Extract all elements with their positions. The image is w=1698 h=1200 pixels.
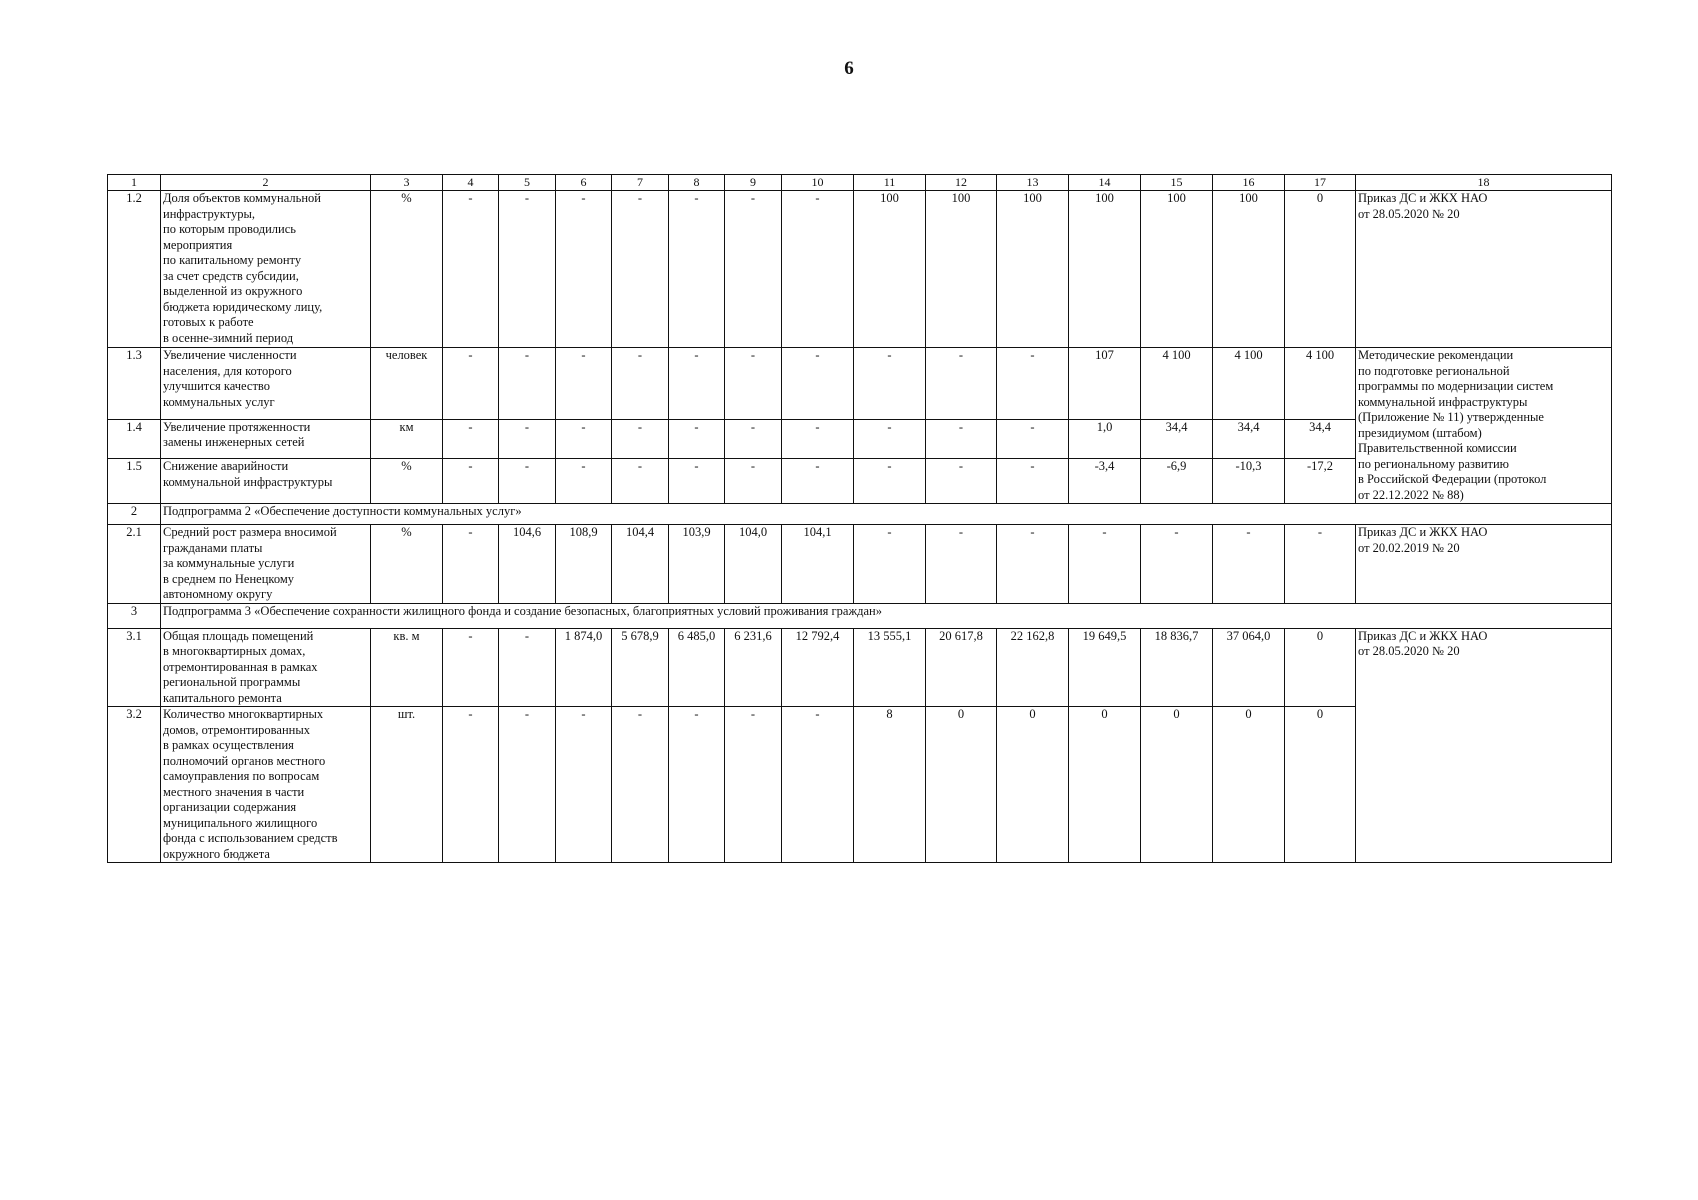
row-number: 1.4 (108, 419, 161, 459)
unit-cell: шт. (371, 707, 443, 863)
value-cell: 13 555,1 (854, 628, 926, 707)
value-cell: - (669, 459, 725, 504)
value-cell: - (556, 707, 612, 863)
value-cell: 104,4 (612, 525, 669, 604)
indicator-name-line: по которым проводились (163, 222, 296, 236)
indicator-name (161, 348, 371, 420)
header-cell: 12 (926, 175, 997, 191)
value-cell: 37 064,0 (1213, 628, 1285, 707)
subprogram-title: Подпрограмма 3 «Обеспечение сохранности жилищного фонда и создание безопасных, благоприятных условий проживания граждан» (161, 603, 1612, 628)
basis-document-line: Приказ ДС и ЖКХ НАО (1358, 628, 1488, 643)
header-cell: 10 (782, 175, 854, 191)
indicator-name-line: по капитальному ремонту (163, 253, 302, 267)
value-cell: 4 100 (1213, 348, 1285, 420)
indicator-name-line: выделенной из окружного (163, 284, 303, 298)
value-cell: 6 231,6 (725, 628, 782, 707)
header-cell: 5 (499, 175, 556, 191)
indicator-name-line: организации содержания (163, 800, 297, 814)
indicator-name-line: в рамках осуществления (163, 738, 294, 752)
value-cell: - (997, 348, 1069, 420)
unit-cell: % (371, 525, 443, 604)
basis-document (1356, 348, 1612, 504)
indicator-name-line: улучшится качество (163, 379, 270, 393)
unit-cell: км (371, 419, 443, 459)
indicators-table (107, 174, 1612, 863)
value-cell: - (556, 459, 612, 504)
value-cell: 12 792,4 (782, 628, 854, 707)
value-cell: - (612, 348, 669, 420)
indicator-name-line: региональной программы (163, 675, 301, 689)
basis-document-line: президиумом (штабом) (1358, 425, 1482, 440)
value-cell: 19 649,5 (1069, 628, 1141, 707)
row-number: 2.1 (108, 525, 161, 604)
basis-document-line: коммунальной инфраструктуры (1358, 394, 1528, 409)
value-cell: 100 (1141, 191, 1213, 348)
header-cell: 17 (1285, 175, 1356, 191)
value-cell: 104,6 (499, 525, 556, 604)
value-cell: 100 (1069, 191, 1141, 348)
value-cell: - (556, 191, 612, 348)
subprogram-title: Подпрограмма 2 «Обеспечение доступности коммунальных услуг» (161, 504, 1612, 525)
value-cell: 0 (1285, 628, 1356, 707)
header-cell: 13 (997, 175, 1069, 191)
basis-document-line: программы по модернизации систем (1358, 379, 1554, 393)
value-cell: - (669, 707, 725, 863)
value-cell: - (854, 419, 926, 459)
value-cell: -6,9 (1141, 459, 1213, 504)
value-cell: 6 485,0 (669, 628, 725, 707)
table-row (108, 525, 1612, 604)
basis-document (1356, 628, 1612, 863)
value-cell: 100 (1213, 191, 1285, 348)
basis-document-line: по региональному развитию (1358, 456, 1510, 471)
unit-cell: % (371, 191, 443, 348)
value-cell: - (725, 459, 782, 504)
value-cell: - (612, 191, 669, 348)
value-cell: 34,4 (1213, 419, 1285, 459)
value-cell: 108,9 (556, 525, 612, 604)
value-cell: 18 836,7 (1141, 628, 1213, 707)
header-cell: 1 (108, 175, 161, 191)
value-cell: 0 (1213, 707, 1285, 863)
indicator-name-line: Количество многоквартирных (163, 707, 324, 721)
indicator-name (161, 191, 371, 348)
table-body (108, 175, 1612, 863)
unit-cell: кв. м (371, 628, 443, 707)
value-cell: 103,9 (669, 525, 725, 604)
unit-cell: человек (371, 348, 443, 420)
indicator-name-line: инфраструктуры, (163, 206, 256, 221)
value-cell: - (443, 707, 499, 863)
value-cell: - (725, 348, 782, 420)
value-cell: -17,2 (1285, 459, 1356, 504)
value-cell: - (725, 707, 782, 863)
indicator-name-line: мероприятия (163, 237, 233, 252)
subprogram-row (108, 504, 1612, 525)
basis-document (1356, 525, 1612, 604)
value-cell: - (997, 419, 1069, 459)
row-number: 2 (108, 504, 161, 525)
value-cell: - (443, 348, 499, 420)
value-cell: 104,0 (725, 525, 782, 604)
value-cell: 0 (1069, 707, 1141, 863)
table-row (108, 191, 1612, 348)
indicator-name-line: отремонтированная в рамках (163, 659, 318, 674)
value-cell: - (1069, 525, 1141, 604)
indicator-name-line: Увеличение численности (163, 348, 297, 362)
indicator-name-line: бюджета юридическому лицу, (163, 299, 323, 314)
value-cell: - (782, 348, 854, 420)
value-cell: - (443, 419, 499, 459)
indicator-name-line: в многоквартирных домах, (163, 644, 306, 658)
header-cell: 3 (371, 175, 443, 191)
value-cell: 0 (926, 707, 997, 863)
table-row (108, 628, 1612, 707)
value-cell: - (499, 191, 556, 348)
value-cell: - (443, 628, 499, 707)
indicator-name-line: Увеличение протяженности (163, 419, 311, 434)
indicator-name-line: за коммунальные услуги (163, 556, 295, 570)
value-cell: 34,4 (1285, 419, 1356, 459)
indicator-name-line: местного значения в части (163, 784, 305, 799)
value-cell: 20 617,8 (926, 628, 997, 707)
header-cell: 11 (854, 175, 926, 191)
indicator-name-line: Доля объектов коммунальной (163, 191, 321, 205)
basis-document-line: от 22.12.2022 № 88) (1358, 487, 1464, 502)
indicator-name-line: в осенне-зимний период (163, 330, 294, 345)
value-cell: - (669, 419, 725, 459)
value-cell: - (556, 419, 612, 459)
header-cell: 18 (1356, 175, 1612, 191)
value-cell: - (669, 191, 725, 348)
header-cell: 4 (443, 175, 499, 191)
row-number: 3.2 (108, 707, 161, 863)
value-cell: 4 100 (1141, 348, 1213, 420)
value-cell: - (499, 419, 556, 459)
value-cell: - (556, 348, 612, 420)
row-number: 1.5 (108, 459, 161, 504)
value-cell: - (854, 348, 926, 420)
value-cell: - (1285, 525, 1356, 604)
value-cell: 104,1 (782, 525, 854, 604)
basis-document-line: по подготовке региональной (1358, 363, 1510, 378)
value-cell: - (499, 628, 556, 707)
indicator-name (161, 525, 371, 604)
indicator-name-line: полномочий органов местного (163, 753, 326, 768)
value-cell: 100 (926, 191, 997, 348)
basis-document-line: Приказ ДС и ЖКХ НАО (1358, 525, 1488, 539)
value-cell: - (443, 191, 499, 348)
indicator-name (161, 419, 371, 459)
indicator-name-line: муниципального жилищного (163, 815, 318, 830)
table-row (108, 348, 1612, 420)
value-cell: - (612, 707, 669, 863)
value-cell: 100 (854, 191, 926, 348)
basis-document-line: от 20.02.2019 № 20 (1358, 540, 1460, 555)
unit-cell: % (371, 459, 443, 504)
indicator-name (161, 707, 371, 863)
value-cell: - (725, 419, 782, 459)
value-cell: -10,3 (1213, 459, 1285, 504)
indicator-name-line: готовых к работе (163, 315, 254, 329)
indicator-name-line: в среднем по Ненецкому (163, 571, 295, 586)
basis-document-line: в Российской Федерации (протокол (1358, 472, 1547, 486)
basis-document-line: (Приложение № 11) утвержденные (1358, 410, 1544, 424)
row-number: 3.1 (108, 628, 161, 707)
value-cell: - (782, 707, 854, 863)
header-cell: 6 (556, 175, 612, 191)
value-cell: - (926, 459, 997, 504)
basis-document-line: Приказ ДС и ЖКХ НАО (1358, 191, 1488, 205)
header-cell: 8 (669, 175, 725, 191)
indicator-name-line: коммунальных услуг (163, 394, 275, 409)
value-cell: - (725, 191, 782, 348)
indicator-name-line: домов, отремонтированных (163, 722, 310, 737)
indicator-name-line: гражданами платы (163, 540, 263, 555)
value-cell: 0 (1285, 191, 1356, 348)
indicator-name-line: коммунальной инфраструктуры (163, 474, 333, 489)
indicator-name (161, 459, 371, 504)
value-cell: 100 (997, 191, 1069, 348)
header-row (108, 175, 1612, 191)
header-cell: 15 (1141, 175, 1213, 191)
value-cell: 0 (997, 707, 1069, 863)
header-cell: 14 (1069, 175, 1141, 191)
value-cell: - (443, 525, 499, 604)
indicator-name (161, 628, 371, 707)
indicator-name-line: замены инженерных сетей (163, 435, 305, 450)
basis-document-line: от 28.05.2020 № 20 (1358, 644, 1460, 658)
value-cell: - (926, 348, 997, 420)
value-cell: - (854, 459, 926, 504)
value-cell: 8 (854, 707, 926, 863)
indicator-name-line: населения, для которого (163, 363, 292, 378)
value-cell: 34,4 (1141, 419, 1213, 459)
page-number: 6 (844, 58, 854, 79)
value-cell: 22 162,8 (997, 628, 1069, 707)
value-cell: - (443, 459, 499, 504)
value-cell: - (612, 419, 669, 459)
value-cell: 107 (1069, 348, 1141, 420)
indicator-name-line: фонда с использованием средств (163, 831, 338, 845)
value-cell: - (926, 419, 997, 459)
indicator-name-line: окружного бюджета (163, 846, 270, 861)
value-cell: - (499, 348, 556, 420)
basis-document-line: от 28.05.2020 № 20 (1358, 206, 1460, 221)
value-cell: - (782, 459, 854, 504)
value-cell: - (1213, 525, 1285, 604)
value-cell: 0 (1285, 707, 1356, 863)
indicator-name-line: самоуправления по вопросам (163, 769, 320, 783)
basis-document (1356, 191, 1612, 348)
row-number: 3 (108, 603, 161, 628)
value-cell: 4 100 (1285, 348, 1356, 420)
indicator-name-line: Общая площадь помещений (163, 628, 314, 643)
header-cell: 9 (725, 175, 782, 191)
value-cell: -3,4 (1069, 459, 1141, 504)
value-cell: - (997, 459, 1069, 504)
indicator-name-line: Средний рост размера вносимой (163, 525, 337, 539)
row-number: 1.3 (108, 348, 161, 420)
value-cell: - (997, 525, 1069, 604)
value-cell: 5 678,9 (612, 628, 669, 707)
indicator-name-line: автономному округу (163, 587, 273, 601)
value-cell: - (499, 707, 556, 863)
row-number: 1.2 (108, 191, 161, 348)
indicator-name-line: капитального ремонта (163, 690, 282, 705)
value-cell: - (499, 459, 556, 504)
value-cell: - (926, 525, 997, 604)
basis-document-line: Правительственной комиссии (1358, 441, 1517, 455)
indicator-name-line: Снижение аварийности (163, 459, 289, 474)
value-cell: - (669, 348, 725, 420)
indicator-name-line: за счет средств субсидии, (163, 268, 299, 283)
value-cell: 1,0 (1069, 419, 1141, 459)
value-cell: - (612, 459, 669, 504)
value-cell: - (1141, 525, 1213, 604)
header-cell: 16 (1213, 175, 1285, 191)
value-cell: - (854, 525, 926, 604)
value-cell: - (782, 419, 854, 459)
subprogram-row (108, 603, 1612, 628)
value-cell: - (782, 191, 854, 348)
value-cell: 0 (1141, 707, 1213, 863)
header-cell: 7 (612, 175, 669, 191)
basis-document-line: Методические рекомендации (1358, 348, 1514, 362)
value-cell: 1 874,0 (556, 628, 612, 707)
header-cell: 2 (161, 175, 371, 191)
